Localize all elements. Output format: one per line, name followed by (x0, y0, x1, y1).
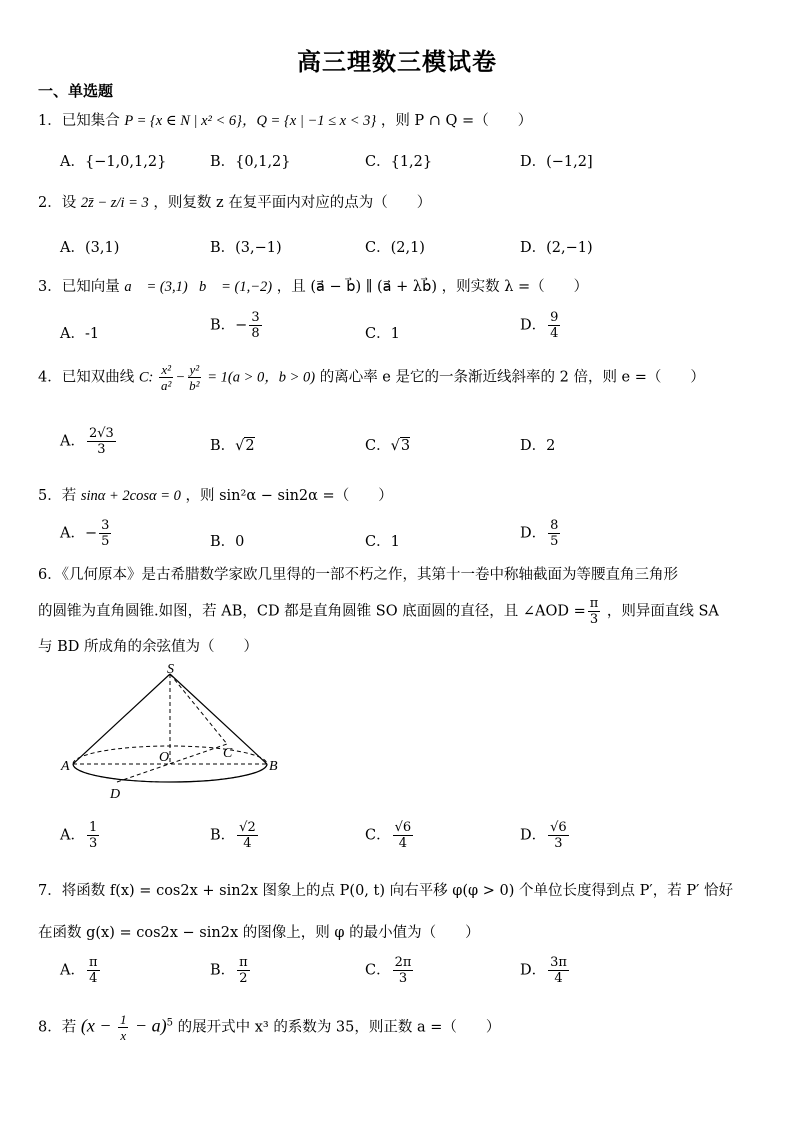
question-6-line-1 (38, 564, 678, 586)
question-number: 7． (38, 883, 62, 899)
fraction (548, 820, 569, 851)
denominator: 4 (243, 836, 252, 851)
denominator: 5 (101, 534, 110, 549)
numerator: √6 (394, 820, 412, 835)
label-b: B (269, 759, 278, 774)
question-text: 的展开式中 x³ 的系数为 35，则正数 a =（ ） (173, 1019, 501, 1036)
numerator: x² (161, 362, 171, 377)
option-c (365, 820, 415, 851)
numerator: 1 (119, 1012, 127, 1027)
fraction (393, 955, 414, 986)
question-2 (38, 192, 431, 214)
fraction (99, 518, 111, 549)
question-8 (38, 1012, 500, 1043)
fraction (548, 955, 569, 986)
numerator: √6 (550, 820, 567, 835)
option-label: C． (365, 438, 391, 454)
diameter-cd (117, 744, 227, 782)
question-number: 2． (38, 195, 62, 211)
label-s: S (167, 662, 174, 677)
math-expression: a⃗ = (3,1)，b⃗ = (1,−2) (124, 279, 273, 295)
minus-sign: − (235, 317, 248, 334)
denominator: 8 (251, 326, 260, 341)
option-label: A． (60, 525, 85, 542)
math-expression: sinα + 2cosα = 0 (80, 488, 181, 504)
option-c: C．{1,2} (365, 154, 433, 170)
question-text: 的圆锥为直角圆锥.如图，若 AB，CD 都是直角圆锥 SO 底面圆的直径，且 ∠AOD = (38, 603, 586, 620)
option-b (210, 310, 264, 341)
numerator: y² (189, 362, 200, 377)
minus-sign: − (84, 525, 98, 542)
option-d: D．2 (520, 438, 556, 454)
denominator: 3 (554, 836, 563, 851)
question-5 (38, 485, 393, 507)
label-o: O (159, 750, 170, 765)
question-1 (38, 110, 532, 132)
base-circle-front (73, 764, 267, 782)
page-title: 高三理数三模试卷 (297, 48, 497, 76)
fraction (588, 596, 601, 627)
option-d (520, 310, 562, 341)
minus-sign: − (175, 369, 186, 386)
option-label: A． (60, 962, 85, 979)
numerator: π (88, 955, 98, 970)
option-c (365, 955, 415, 986)
option-b: B．0 (210, 534, 245, 550)
label-c: C (223, 746, 233, 761)
question-text: ，则 P ∩ Q =（ ） (376, 113, 533, 129)
option-d: D．(2,−1) (520, 240, 593, 256)
denominator: x (120, 1028, 127, 1043)
denominator: 3 (398, 971, 408, 986)
numerator: 8 (550, 518, 559, 533)
option-a (60, 518, 113, 549)
numerator: √2 (239, 820, 256, 835)
question-4 (38, 362, 705, 393)
math-expression: P = {x ∈ N | x² < 6}，Q = {x | −1 ≤ x < 3} (124, 113, 377, 129)
question-text: ，则异面直线 SA (602, 603, 719, 620)
option-label: B． (210, 962, 236, 979)
option-label: D． (520, 525, 547, 542)
denominator: 4 (554, 971, 563, 986)
option-b: B．(3,−1) (210, 240, 282, 256)
question-text: 已知集合 (61, 113, 125, 129)
denominator: 5 (550, 534, 559, 549)
denominator: 3 (589, 612, 599, 627)
question-6-line-2 (38, 596, 719, 627)
numerator: 1 (88, 820, 98, 835)
option-b (210, 955, 252, 986)
option-a (60, 820, 101, 851)
numerator: π (239, 955, 248, 970)
denominator: 2 (239, 971, 248, 986)
question-number: 5． (38, 488, 62, 504)
radicand: 2 (245, 438, 255, 454)
option-b: B．{0,1,2} (210, 154, 291, 170)
fraction (237, 820, 258, 851)
fraction (87, 820, 99, 851)
option-c: C．(2,1) (365, 240, 425, 256)
edge-sa (73, 674, 170, 764)
curve-name: C: (138, 369, 157, 386)
denominator: b² (189, 378, 200, 393)
question-number: 4． (38, 369, 62, 386)
option-label: A． (60, 433, 85, 450)
question-text: 若 (61, 488, 81, 504)
exponent: 5 (166, 1017, 173, 1029)
fraction (187, 362, 201, 393)
option-b (210, 820, 260, 851)
numerator: 3 (101, 518, 110, 533)
edge-sb (170, 674, 267, 764)
section-heading: 一、单选题 (38, 82, 114, 100)
question-7-line-1 (38, 880, 733, 902)
denominator: 4 (398, 836, 408, 851)
numerator: 2π (394, 955, 412, 970)
fraction (393, 820, 414, 851)
option-b: B．√2 (210, 438, 255, 454)
option-d (520, 955, 571, 986)
question-text: 设 (61, 195, 81, 211)
option-c: C．1 (365, 326, 400, 342)
question-text: ，则 sin²α − sin2α =（ ） (180, 488, 393, 504)
option-label: C． (365, 962, 391, 979)
question-text: 已知向量 (61, 279, 125, 295)
option-a (60, 426, 118, 457)
question-number: 3． (38, 279, 62, 295)
question-text: 的离心率 e 是它的一条渐近线斜率的 2 倍，则 e =（ ） (315, 369, 705, 386)
option-c: C．√3 (365, 438, 411, 454)
option-label: D． (520, 962, 547, 979)
option-a: A．-1 (60, 326, 100, 342)
option-d (520, 518, 562, 549)
fraction (249, 310, 261, 341)
option-a: A．{−1,0,1,2} (60, 154, 167, 170)
question-text: 若 (61, 1019, 81, 1036)
denominator: 4 (550, 326, 559, 341)
option-label: D． (520, 827, 547, 844)
question-text: 将函数 f(x) = cos2x + sin2x 图象上的点 P(0, t) 向右平移 φ(φ > 0) 个单位长度得到点 P′，若 P′ 恰好 (61, 883, 733, 899)
numerator: 3 (251, 310, 260, 325)
question-text: ，则复数 z 在复平面内对应的点为（ ） (148, 195, 432, 211)
numerator: π (589, 596, 599, 611)
question-text: ，且 (a⃗ − b⃗) ∥ (a⃗ + λb⃗) ，则实数 λ =（ ） (272, 279, 589, 295)
option-a (60, 955, 102, 986)
fraction (548, 310, 560, 341)
numerator: 2√3 (88, 426, 114, 441)
fraction (87, 426, 116, 457)
denominator: 4 (89, 971, 98, 986)
option-label: B． (210, 438, 236, 454)
option-label: C． (365, 827, 391, 844)
math-expression: = 1(a > 0，b > 0) (203, 369, 316, 386)
option-label: A． (60, 827, 85, 844)
denominator: 3 (97, 442, 106, 457)
edge-sc (170, 674, 227, 744)
question-number: 6． (38, 567, 62, 583)
question-text: 已知双曲线 (61, 369, 139, 386)
option-d: D．(−1,2] (520, 154, 593, 170)
label-d: D (110, 787, 121, 802)
label-a: A (61, 759, 70, 774)
option-a: A．(3,1) (60, 240, 120, 256)
option-c: C．1 (365, 534, 400, 550)
question-text: 《几何原本》是古希腊数学家欧几里得的一部不朽之作，其第十一卷中称轴截面为等腰直角三角形 (61, 567, 678, 583)
math-expression: 2z̄ − z/i = 3 (80, 195, 149, 211)
cone-figure (55, 660, 295, 805)
option-label: D． (520, 317, 547, 334)
fraction (237, 955, 250, 986)
radicand: 3 (400, 438, 411, 454)
numerator: 3π (550, 955, 567, 970)
fraction (159, 362, 173, 393)
denominator: a² (160, 378, 172, 393)
question-7-line-2: 在函数 g(x) = cos2x − sin2x 的图像上，则 φ 的最小值为（ ） (38, 925, 480, 941)
math-expression: − a) (130, 1015, 167, 1036)
fraction (548, 518, 560, 549)
numerator: 9 (550, 310, 559, 325)
fraction (118, 1012, 129, 1043)
denominator: 3 (88, 836, 98, 851)
math-expression: (x − (80, 1015, 116, 1036)
option-label: B． (210, 317, 236, 334)
question-number: 8． (38, 1019, 62, 1036)
option-d (520, 820, 571, 851)
option-label: B． (210, 827, 236, 844)
fraction (87, 955, 100, 986)
question-3 (38, 276, 588, 298)
question-number: 1． (38, 113, 62, 129)
question-6-line-3: 与 BD 所成角的余弦值为（ ） (38, 639, 258, 655)
